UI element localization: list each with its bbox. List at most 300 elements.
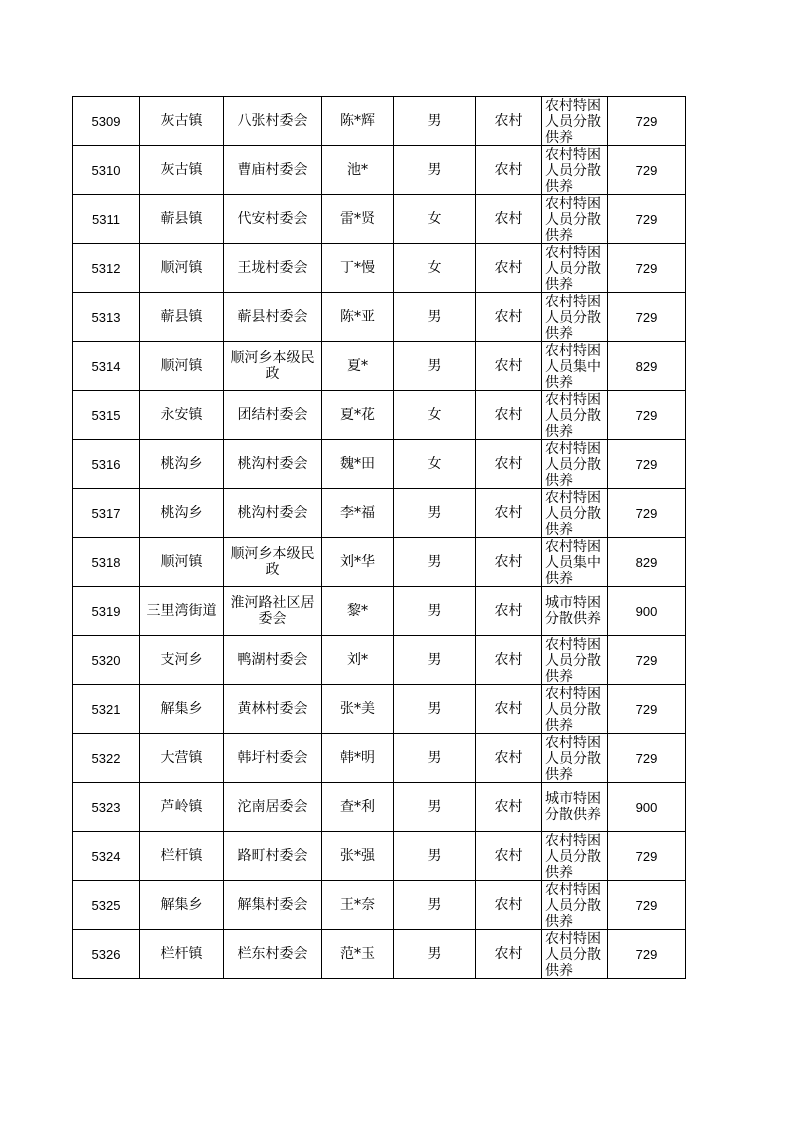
gender: 男 xyxy=(427,112,442,129)
gender-cell xyxy=(394,146,476,195)
gender-cell xyxy=(394,489,476,538)
record-number: 5310 xyxy=(91,162,121,178)
gender-cell xyxy=(394,783,476,832)
monthly-amount: 729 xyxy=(635,701,658,717)
committee-name: 曹庙村委会 xyxy=(237,162,308,178)
gender-cell xyxy=(394,293,476,342)
support-category-cell xyxy=(542,195,608,244)
gender: 男 xyxy=(427,651,442,668)
support-category-cell xyxy=(542,930,608,979)
record-number-cell xyxy=(73,440,140,489)
support-category-cell xyxy=(542,685,608,734)
committee-name-cell xyxy=(224,195,322,244)
person-name-cell xyxy=(322,97,394,146)
residence-type: 农村 xyxy=(494,112,523,129)
residence-type: 农村 xyxy=(494,357,523,374)
person-name: 张*强 xyxy=(340,847,375,864)
gender: 男 xyxy=(427,553,442,570)
record-number: 5325 xyxy=(91,897,121,913)
residence-type-cell xyxy=(476,244,542,293)
residence-type-cell xyxy=(476,146,542,195)
residence-type: 农村 xyxy=(494,553,523,570)
monthly-amount: 729 xyxy=(635,946,658,962)
support-category-cell xyxy=(542,146,608,195)
support-category-cell xyxy=(542,391,608,440)
gender-cell xyxy=(394,636,476,685)
gender: 男 xyxy=(427,798,442,815)
gender: 男 xyxy=(427,896,442,913)
committee-name: 桃沟村委会 xyxy=(237,456,308,472)
monthly-amount-cell xyxy=(608,489,686,538)
person-name: 丁*慢 xyxy=(340,259,375,276)
record-number-cell xyxy=(73,538,140,587)
town-name: 支河乡 xyxy=(160,651,203,668)
table-row xyxy=(73,97,686,146)
table-row xyxy=(73,440,686,489)
residence-type: 农村 xyxy=(494,504,523,521)
residence-type-cell xyxy=(476,587,542,636)
town-name-cell xyxy=(140,195,224,244)
committee-name-cell xyxy=(224,587,322,636)
committee-name: 解集村委会 xyxy=(237,897,308,913)
town-name-cell xyxy=(140,881,224,930)
town-name-cell xyxy=(140,636,224,685)
town-name-cell xyxy=(140,440,224,489)
residence-type-cell xyxy=(476,783,542,832)
record-number: 5322 xyxy=(91,750,121,766)
town-name: 大营镇 xyxy=(160,749,203,766)
record-number: 5324 xyxy=(91,848,121,864)
town-name-cell xyxy=(140,587,224,636)
monthly-amount-cell xyxy=(608,538,686,587)
monthly-amount-cell xyxy=(608,734,686,783)
record-number-cell xyxy=(73,685,140,734)
monthly-amount: 729 xyxy=(635,162,658,178)
town-name: 蕲县镇 xyxy=(160,210,203,227)
table-body xyxy=(73,97,686,979)
table-row xyxy=(73,734,686,783)
town-name-cell xyxy=(140,391,224,440)
monthly-amount-cell xyxy=(608,783,686,832)
town-name: 顺河镇 xyxy=(160,553,203,570)
gender-cell xyxy=(394,538,476,587)
support-category: 农村特困人员分散供养 xyxy=(545,195,601,243)
person-name: 范*玉 xyxy=(340,945,375,962)
record-number: 5314 xyxy=(91,358,121,374)
record-number-cell xyxy=(73,587,140,636)
assistance-roster-table xyxy=(72,96,686,979)
gender-cell xyxy=(394,244,476,293)
gender: 男 xyxy=(427,308,442,325)
residence-type: 农村 xyxy=(494,798,523,815)
record-number: 5326 xyxy=(91,946,121,962)
support-category: 农村特困人员分散供养 xyxy=(545,440,601,488)
support-category-cell xyxy=(542,342,608,391)
committee-name: 黄林村委会 xyxy=(237,701,308,717)
gender-cell xyxy=(394,97,476,146)
record-number: 5309 xyxy=(91,113,121,129)
town-name: 桃沟乡 xyxy=(160,455,203,472)
table-row xyxy=(73,146,686,195)
table-row xyxy=(73,832,686,881)
person-name-cell xyxy=(322,636,394,685)
monthly-amount: 729 xyxy=(635,309,658,325)
table-row xyxy=(73,587,686,636)
residence-type-cell xyxy=(476,293,542,342)
monthly-amount: 729 xyxy=(635,456,658,472)
table-row xyxy=(73,685,686,734)
residence-type-cell xyxy=(476,391,542,440)
support-category-cell xyxy=(542,489,608,538)
gender: 男 xyxy=(427,700,442,717)
person-name: 刘*华 xyxy=(340,553,375,570)
town-name: 解集乡 xyxy=(160,896,203,913)
record-number-cell xyxy=(73,783,140,832)
committee-name-cell xyxy=(224,244,322,293)
committee-name-cell xyxy=(224,342,322,391)
residence-type: 农村 xyxy=(494,896,523,913)
monthly-amount-cell xyxy=(608,293,686,342)
support-category-cell xyxy=(542,538,608,587)
person-name-cell xyxy=(322,832,394,881)
town-name-cell xyxy=(140,342,224,391)
town-name: 三里湾街道 xyxy=(146,602,217,619)
monthly-amount-cell xyxy=(608,636,686,685)
support-category: 城市特困分散供养 xyxy=(545,791,601,823)
monthly-amount: 829 xyxy=(635,358,658,374)
monthly-amount: 729 xyxy=(635,260,658,276)
town-name: 灰古镇 xyxy=(160,112,203,129)
support-category: 农村特困人员分散供养 xyxy=(545,97,601,145)
town-name: 蕲县镇 xyxy=(160,308,203,325)
committee-name: 桃沟村委会 xyxy=(237,505,308,521)
monthly-amount: 729 xyxy=(635,113,658,129)
person-name-cell xyxy=(322,783,394,832)
monthly-amount: 729 xyxy=(635,505,658,521)
gender: 女 xyxy=(427,455,442,472)
gender-cell xyxy=(394,587,476,636)
monthly-amount: 729 xyxy=(635,652,658,668)
support-category-cell xyxy=(542,783,608,832)
monthly-amount: 729 xyxy=(635,897,658,913)
town-name-cell xyxy=(140,783,224,832)
table-row xyxy=(73,244,686,293)
person-name: 李*福 xyxy=(340,504,375,521)
record-number: 5318 xyxy=(91,554,121,570)
gender: 女 xyxy=(427,259,442,276)
town-name-cell xyxy=(140,293,224,342)
residence-type-cell xyxy=(476,195,542,244)
table-row xyxy=(73,489,686,538)
record-number: 5321 xyxy=(91,701,121,717)
record-number: 5319 xyxy=(91,603,121,619)
gender: 女 xyxy=(427,406,442,423)
committee-name-cell xyxy=(224,538,322,587)
committee-name: 王垅村委会 xyxy=(237,260,308,276)
support-category: 农村特困人员集中供养 xyxy=(545,538,601,586)
person-name-cell xyxy=(322,293,394,342)
committee-name: 顺河乡本级民政 xyxy=(230,350,315,382)
town-name-cell xyxy=(140,244,224,293)
person-name-cell xyxy=(322,734,394,783)
committee-name-cell xyxy=(224,293,322,342)
residence-type: 农村 xyxy=(494,406,523,423)
committee-name: 淮河路社区居委会 xyxy=(230,595,315,627)
support-category-cell xyxy=(542,587,608,636)
person-name: 雷*贤 xyxy=(340,210,375,227)
record-number-cell xyxy=(73,293,140,342)
person-name-cell xyxy=(322,685,394,734)
record-number-cell xyxy=(73,881,140,930)
residence-type: 农村 xyxy=(494,161,523,178)
gender: 男 xyxy=(427,945,442,962)
person-name-cell xyxy=(322,244,394,293)
monthly-amount-cell xyxy=(608,881,686,930)
support-category: 农村特困人员分散供养 xyxy=(545,930,601,978)
record-number-cell xyxy=(73,930,140,979)
support-category-cell xyxy=(542,636,608,685)
committee-name-cell xyxy=(224,930,322,979)
gender-cell xyxy=(394,440,476,489)
gender-cell xyxy=(394,734,476,783)
table-row xyxy=(73,538,686,587)
gender: 男 xyxy=(427,161,442,178)
person-name: 陈*辉 xyxy=(340,112,375,129)
residence-type-cell xyxy=(476,636,542,685)
town-name-cell xyxy=(140,489,224,538)
record-number: 5320 xyxy=(91,652,121,668)
monthly-amount-cell xyxy=(608,195,686,244)
committee-name-cell xyxy=(224,636,322,685)
table-row xyxy=(73,195,686,244)
town-name-cell xyxy=(140,685,224,734)
town-name: 桃沟乡 xyxy=(160,504,203,521)
monthly-amount-cell xyxy=(608,930,686,979)
record-number-cell xyxy=(73,636,140,685)
table-row xyxy=(73,881,686,930)
committee-name-cell xyxy=(224,881,322,930)
support-category-cell xyxy=(542,293,608,342)
committee-name-cell xyxy=(224,489,322,538)
support-category: 农村特困人员分散供养 xyxy=(545,881,601,929)
record-number-cell xyxy=(73,489,140,538)
town-name: 栏杆镇 xyxy=(160,945,203,962)
monthly-amount-cell xyxy=(608,342,686,391)
record-number-cell xyxy=(73,244,140,293)
person-name-cell xyxy=(322,440,394,489)
table-row xyxy=(73,783,686,832)
support-category: 农村特困人员集中供养 xyxy=(545,342,601,390)
town-name: 解集乡 xyxy=(160,700,203,717)
town-name-cell xyxy=(140,930,224,979)
person-name-cell xyxy=(322,195,394,244)
town-name: 顺河镇 xyxy=(160,357,203,374)
town-name-cell xyxy=(140,832,224,881)
committee-name: 沱南居委会 xyxy=(237,799,308,815)
person-name-cell xyxy=(322,538,394,587)
record-number: 5313 xyxy=(91,309,121,325)
table-row xyxy=(73,636,686,685)
support-category: 农村特困人员分散供养 xyxy=(545,489,601,537)
support-category: 农村特困人员分散供养 xyxy=(545,244,601,292)
support-category: 农村特困人员分散供养 xyxy=(545,391,601,439)
residence-type-cell xyxy=(476,685,542,734)
person-name-cell xyxy=(322,587,394,636)
committee-name: 团结村委会 xyxy=(237,407,308,423)
support-category: 农村特困人员分散供养 xyxy=(545,832,601,880)
person-name: 魏*田 xyxy=(340,455,375,472)
person-name: 夏*花 xyxy=(340,406,375,423)
table-row xyxy=(73,391,686,440)
person-name-cell xyxy=(322,391,394,440)
person-name-cell xyxy=(322,930,394,979)
table-row xyxy=(73,293,686,342)
record-number: 5317 xyxy=(91,505,121,521)
residence-type-cell xyxy=(476,734,542,783)
committee-name-cell xyxy=(224,685,322,734)
gender-cell xyxy=(394,930,476,979)
residence-type: 农村 xyxy=(494,945,523,962)
record-number-cell xyxy=(73,391,140,440)
residence-type-cell xyxy=(476,930,542,979)
committee-name: 八张村委会 xyxy=(237,113,308,129)
record-number: 5315 xyxy=(91,407,121,423)
record-number-cell xyxy=(73,734,140,783)
town-name: 栏杆镇 xyxy=(160,847,203,864)
committee-name-cell xyxy=(224,734,322,783)
committee-name: 路町村委会 xyxy=(237,848,308,864)
support-category-cell xyxy=(542,97,608,146)
record-number-cell xyxy=(73,342,140,391)
committee-name: 韩圩村委会 xyxy=(237,750,308,766)
person-name: 陈*亚 xyxy=(340,308,375,325)
person-name-cell xyxy=(322,146,394,195)
gender: 女 xyxy=(427,210,442,227)
committee-name-cell xyxy=(224,440,322,489)
residence-type-cell xyxy=(476,489,542,538)
residence-type-cell xyxy=(476,440,542,489)
committee-name: 顺河乡本级民政 xyxy=(230,546,315,578)
monthly-amount-cell xyxy=(608,146,686,195)
committee-name-cell xyxy=(224,146,322,195)
monthly-amount: 900 xyxy=(635,799,658,815)
person-name: 黎* xyxy=(347,602,368,619)
residence-type: 农村 xyxy=(494,651,523,668)
residence-type-cell xyxy=(476,97,542,146)
person-name: 韩*明 xyxy=(340,749,375,766)
record-number-cell xyxy=(73,195,140,244)
gender: 男 xyxy=(427,749,442,766)
residence-type-cell xyxy=(476,342,542,391)
person-name-cell xyxy=(322,489,394,538)
gender-cell xyxy=(394,342,476,391)
monthly-amount-cell xyxy=(608,391,686,440)
monthly-amount-cell xyxy=(608,587,686,636)
gender: 男 xyxy=(427,602,442,619)
monthly-amount: 729 xyxy=(635,848,658,864)
support-category-cell xyxy=(542,832,608,881)
gender: 男 xyxy=(427,504,442,521)
town-name: 永安镇 xyxy=(160,406,203,423)
residence-type-cell xyxy=(476,832,542,881)
residence-type: 农村 xyxy=(494,259,523,276)
record-number: 5312 xyxy=(91,260,121,276)
person-name: 池* xyxy=(347,161,368,178)
committee-name-cell xyxy=(224,783,322,832)
support-category: 城市特困分散供养 xyxy=(545,595,601,627)
town-name: 芦岭镇 xyxy=(160,798,203,815)
monthly-amount: 729 xyxy=(635,407,658,423)
town-name: 灰古镇 xyxy=(160,161,203,178)
record-number-cell xyxy=(73,97,140,146)
record-number: 5316 xyxy=(91,456,121,472)
support-category-cell xyxy=(542,881,608,930)
residence-type: 农村 xyxy=(494,602,523,619)
person-name-cell xyxy=(322,881,394,930)
town-name-cell xyxy=(140,146,224,195)
town-name-cell xyxy=(140,97,224,146)
record-number: 5311 xyxy=(92,211,120,227)
gender-cell xyxy=(394,195,476,244)
monthly-amount: 729 xyxy=(635,750,658,766)
residence-type: 农村 xyxy=(494,749,523,766)
gender: 男 xyxy=(427,847,442,864)
monthly-amount-cell xyxy=(608,440,686,489)
gender: 男 xyxy=(427,357,442,374)
person-name: 张*美 xyxy=(340,700,375,717)
committee-name: 栏东村委会 xyxy=(237,946,308,962)
record-number-cell xyxy=(73,146,140,195)
town-name-cell xyxy=(140,538,224,587)
residence-type-cell xyxy=(476,538,542,587)
committee-name-cell xyxy=(224,391,322,440)
record-number: 5323 xyxy=(91,799,121,815)
support-category-cell xyxy=(542,244,608,293)
table-row xyxy=(73,930,686,979)
monthly-amount-cell xyxy=(608,685,686,734)
support-category-cell xyxy=(542,734,608,783)
table-row xyxy=(73,342,686,391)
monthly-amount-cell xyxy=(608,97,686,146)
town-name-cell xyxy=(140,734,224,783)
residence-type-cell xyxy=(476,881,542,930)
support-category: 农村特困人员分散供养 xyxy=(545,734,601,782)
monthly-amount: 829 xyxy=(635,554,658,570)
committee-name-cell xyxy=(224,832,322,881)
gender-cell xyxy=(394,832,476,881)
support-category: 农村特困人员分散供养 xyxy=(545,293,601,341)
committee-name: 代安村委会 xyxy=(237,211,308,227)
town-name: 顺河镇 xyxy=(160,259,203,276)
support-category-cell xyxy=(542,440,608,489)
support-category: 农村特困人员分散供养 xyxy=(545,685,601,733)
record-number-cell xyxy=(73,832,140,881)
gender-cell xyxy=(394,391,476,440)
support-category: 农村特困人员分散供养 xyxy=(545,636,601,684)
monthly-amount: 729 xyxy=(635,211,658,227)
support-category: 农村特困人员分散供养 xyxy=(545,146,601,194)
monthly-amount-cell xyxy=(608,244,686,293)
person-name: 刘* xyxy=(347,651,368,668)
committee-name: 蕲县村委会 xyxy=(237,309,308,325)
residence-type: 农村 xyxy=(494,700,523,717)
monthly-amount: 900 xyxy=(635,603,658,619)
person-name: 王*奈 xyxy=(340,896,375,913)
residence-type: 农村 xyxy=(494,308,523,325)
committee-name: 鸭湖村委会 xyxy=(237,652,308,668)
residence-type: 农村 xyxy=(494,455,523,472)
monthly-amount-cell xyxy=(608,832,686,881)
